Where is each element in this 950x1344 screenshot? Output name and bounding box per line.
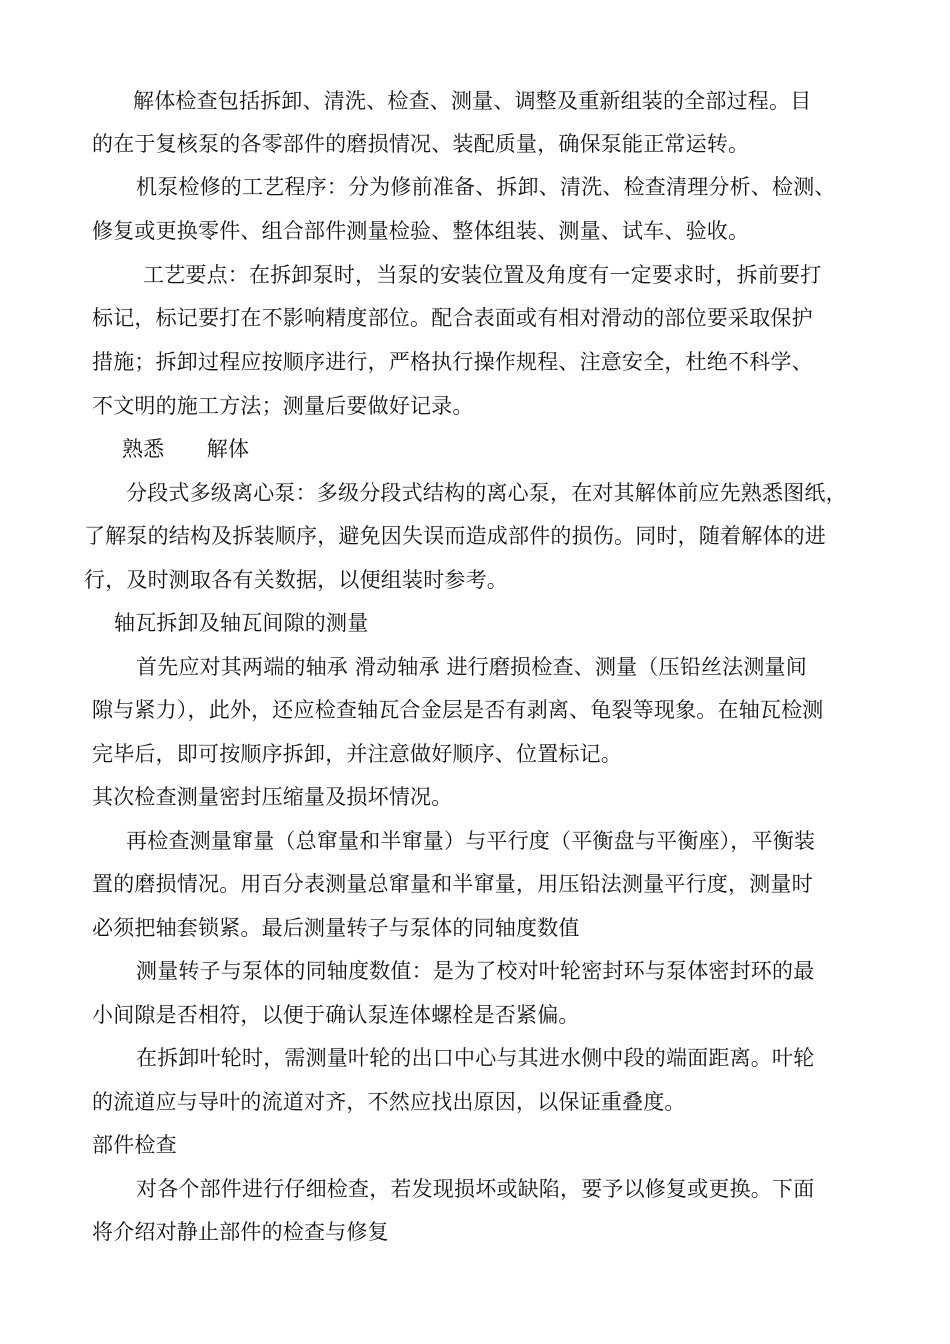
text-line: 隙与紧力），此外，还应检查轴瓦合金层是否有剥离、龟裂等现象。在轴瓦检测 <box>92 698 824 722</box>
text-line: 不文明的施工方法；测量后要做好记录。 <box>92 394 474 418</box>
text-line: 完毕后，即可按顺序拆卸，并注意做好顺序、位置标记。 <box>92 742 622 766</box>
text-line: 解体检查包括拆卸、清洗、检查、测量、调整及重新组装的全部过程。目 <box>133 89 812 113</box>
text-line: 分段式多级离心泵：多级分段式结构的离心泵，在对其解体前应先熟悉图纸， <box>126 481 847 505</box>
text-line: 对各个部件进行仔细检查，若发现损坏或缺陷，要予以修复或更换。下面 <box>136 1177 815 1201</box>
section-heading: 轴瓦拆卸及轴瓦间隙的测量 <box>114 611 369 635</box>
text-line: 措施；拆卸过程应按顺序进行，严格执行操作规程、注意安全，杜绝不科学、 <box>92 350 813 374</box>
text-line: 工艺要点：在拆卸泵时，当泵的安装位置及角度有一定要求时，拆前要打 <box>143 263 822 287</box>
section-heading: 部件检查 <box>92 1133 177 1157</box>
text-line: 机泵检修的工艺程序：分为修前准备、拆卸、清洗、检查清理分析、检测、 <box>136 175 836 199</box>
text-line: 的在于复核泵的各零部件的磨损情况、装配质量，确保泵能正常运转。 <box>92 132 750 156</box>
text-line: 测量转子与泵体的同轴度数值：是为了校对叶轮密封环与泵体密封环的最 <box>136 959 815 983</box>
text-line: 首先应对其两端的轴承 滑动轴承 进行磨损检查、测量（压铅丝法测量间 <box>136 655 807 679</box>
text-line: 了解泵的结构及拆装顺序，避免因失误而造成部件的损伤。同时，随着解体的进 <box>84 524 826 548</box>
text-line: 在拆卸叶轮时，需测量叶轮的出口中心与其进水侧中段的端面距离。叶轮 <box>136 1046 815 1070</box>
text-line: 修复或更换零件、组合部件测量检验、整体组装、测量、试车、验收。 <box>92 219 750 243</box>
text-line: 将介绍对静止部件的检查与修复 <box>92 1220 389 1244</box>
text-line: 小间隙是否相符，以便于确认泵连体螺栓是否紧偏。 <box>92 1003 580 1027</box>
text-line: 标记，标记要打在不影响精度部位。配合表面或有相对滑动的部位要采取保护 <box>92 306 813 330</box>
text-line: 行，及时测取各有关数据，以便组装时参考。 <box>84 568 508 592</box>
text-line: 必须把轴套锁紧。最后测量转子与泵体的同轴度数值 <box>92 916 580 940</box>
text-line: 的流道应与导叶的流道对齐，不然应找出原因，以保证重叠度。 <box>92 1090 686 1114</box>
text-line: 再检查测量窜量（总窜量和半窜量）与平行度（平衡盘与平衡座），平衡装 <box>126 829 816 853</box>
text-line: 置的磨损情况。用百分表测量总窜量和半窜量，用压铅法测量平行度，测量时 <box>92 872 813 896</box>
section-heading: 熟悉 解体 <box>122 437 250 461</box>
text-line: 其次检查测量密封压缩量及损坏情况。 <box>92 785 453 809</box>
